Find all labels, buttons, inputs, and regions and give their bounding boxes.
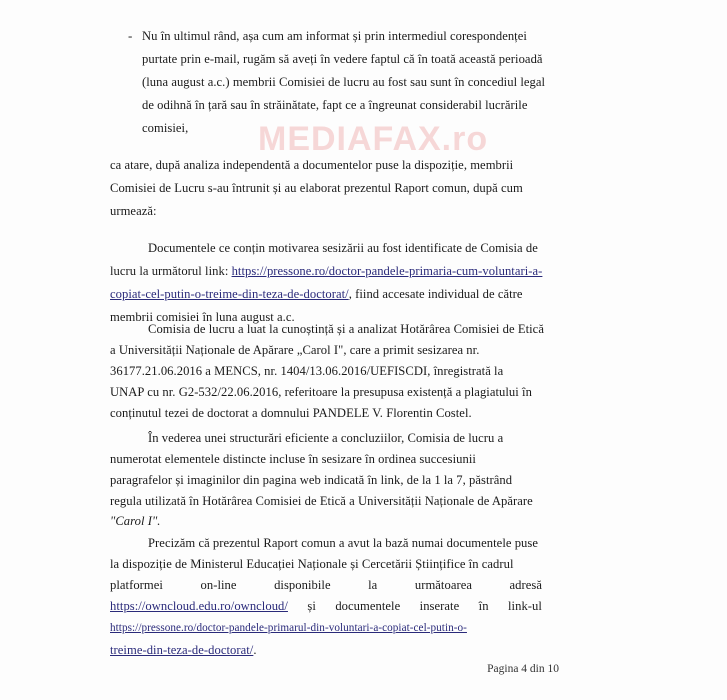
p1-line-1: Documentele ce conțin motivarea sesizării au fost identificate de Comisia de <box>148 241 538 255</box>
pressone-link-part-1[interactable]: https://pressone.ro/doctor-pandele-primaria-cum-voluntari-a- <box>231 264 543 278</box>
page-number: Pagina 4 din 10 <box>487 663 559 675</box>
p4-word: inserate <box>419 599 460 613</box>
intro-line-1: ca atare, după analiza independentă a documentelor puse la dispoziție, membrii <box>110 158 514 172</box>
p1-line-2 <box>110 263 542 279</box>
pressone-link-part-2[interactable]: copiat-cel-putin-o-treime-din-teza-de-doctorat/ <box>110 287 349 301</box>
bullet-line-1: Nu în ultimul rând, așa cum am informat și prin intermediul corespondenței <box>142 29 527 43</box>
p3-line-5: "Carol I". <box>110 514 161 528</box>
p3-line-1: În vederea unei structurări eficiente a concluziilor, Comisia de lucru a <box>148 431 504 445</box>
p4-word: on-line <box>200 578 237 592</box>
p4-word: la <box>368 578 378 592</box>
p4-word: link-ul <box>508 599 542 613</box>
p1-line-3 <box>110 286 523 302</box>
intro-line-3: urmează: <box>110 204 157 218</box>
bullet-line-2: purtate prin e-mail, rugăm să aveți în vedere faptul că în toată această perioadă <box>142 52 543 66</box>
bullet-line-5: comisiei, <box>142 121 189 135</box>
p3-line-3: paragrafelor și imaginilor din pagina web indicată în link, de la 1 la 7, păstrând <box>110 473 513 487</box>
p4-line-2: la dispoziție de Ministerul Educației Naționale și Cercetării Științifice în cadrul <box>110 557 514 571</box>
p4-word: disponibile <box>274 578 331 592</box>
p1-line-4: membrii comisiei în luna august a.c. <box>110 310 295 324</box>
p1-line-3-suffix: , fiind accesate individual de către <box>348 287 523 301</box>
bullet-line-3: (luna august a.c.) membrii Comisiei de lucru au fost sau sunt în concediul legal <box>142 75 546 89</box>
p4-line-4 <box>110 598 542 614</box>
p2-line-5: conținutul tezei de doctorat a domnului PANDELE V. Florentin Costel. <box>110 406 472 420</box>
pressone-link-2-part-2[interactable]: treime-din-teza-de-doctorat/ <box>110 643 254 657</box>
p2-line-2: a Universității Naționale de Apărare „Carol I", care a primit sesizarea nr. <box>110 343 480 357</box>
pressone-link-2-part-1[interactable]: https://pressone.ro/doctor-pandele-primarul-din-voluntari-a-copiat-cel-putin-o- <box>110 622 467 634</box>
intro-line-2: Comisiei de Lucru s-au întrunit și au elaborat prezentul Raport comun, după cum <box>110 181 523 195</box>
p4-line-5 <box>110 620 467 636</box>
p2-line-4: UNAP cu nr. G2-532/22.06.2016, referitoare la presupusa existență a plagiatului în <box>110 385 532 399</box>
p4-line-3 <box>110 577 542 593</box>
p4-word: documentele <box>335 599 401 613</box>
bullet-line-4: de odihnă în țară sau în străinătate, fapt ce a îngreunat considerabil lucrările <box>142 98 528 112</box>
p4-word: platformei <box>110 578 163 592</box>
p4-word: următoarea <box>414 578 472 592</box>
p4-line-6 <box>110 642 257 658</box>
bullet-dash: - <box>128 28 133 43</box>
p4-word: adresă <box>509 578 542 592</box>
p3-line-2: numerotat elementele distincte incluse în sesizare în ordinea succesiunii <box>110 452 476 466</box>
p4-link-end: . <box>253 643 257 657</box>
p1-line-2-prefix: lucru la următorul link: <box>110 264 232 278</box>
p2-line-3: 36177.21.06.2016 a MENCS, nr. 1404/13.06.2016/UEFISCDI, înregistrată la <box>110 364 504 378</box>
p3-line-4: regula utilizată în Hotărârea Comisiei de Etică a Universității Naționale de Apărare <box>110 494 533 508</box>
mediafax-watermark: MEDIAFAX.ro <box>258 120 489 158</box>
p4-word: în <box>478 599 489 613</box>
owncloud-link[interactable]: https://owncloud.edu.ro/owncloud/ <box>110 599 288 613</box>
p4-line-1: Precizăm că prezentul Raport comun a avut la bază numai documentele puse <box>148 536 538 550</box>
p2-line-1: Comisia de lucru a luat la cunoștință și a analizat Hotărârea Comisiei de Etică <box>148 322 544 336</box>
p4-word: și <box>307 599 316 613</box>
